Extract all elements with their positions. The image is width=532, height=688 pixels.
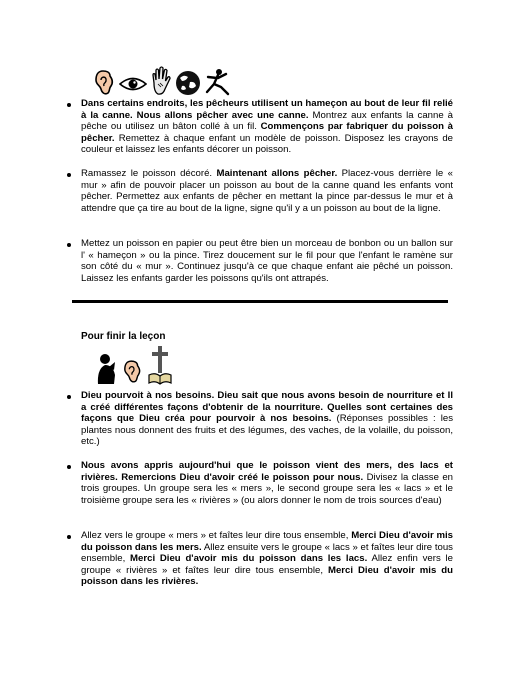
bold-text-segment: Maintenant allons pêcher.: [216, 168, 338, 179]
bullet-icon: [67, 395, 71, 399]
list-item: [81, 460, 453, 506]
paragraph: [81, 238, 453, 284]
bullet-icon: [67, 103, 71, 107]
hand-icon: [150, 66, 172, 96]
text-segment: Allez ensuite vers le groupe « lacs » et faîtes leur dire tous ensemble,: [81, 541, 453, 565]
paragraph: [81, 168, 453, 214]
text-segment: Remettez à chaque enfant un modèle de poisson. Disposez les crayons de couleur et laissez les enfants décorer un poisson.: [81, 132, 453, 156]
text-segment: (Réponses possibles : les plantes nous donnent des fruits et des légumes, des vaches, de la volaille, du poisson, etc.): [81, 413, 453, 448]
bold-text-segment: Nous avons appris aujourd'hui que le poisson vient des mers, des lacs et rivières. Remercions Dieu d'avoir créé le poisson pour nous.: [81, 460, 453, 483]
text-segment: Placez-vous derrière le « mur » afin de pouvoir placer un poisson au bout de la canne quand les enfants vont pêcher. Permettez aux enfants de pêcher en mettant la pince par-dessus le mur et à attendre que ça tire au bout de la ligne, signe qu'il y a un poisson au bout de la ligne.: [81, 168, 453, 214]
text-segment: Mettez un poisson en papier ou peut être bien un morceau de bonbon ou un ballon sur l' « hameçon » ou la pince. Tirez doucement sur le fil pour que l'enfant le ramène sur son côté du « mur ». Continuez jusqu'à ce que chaque enfant aie pêché un poisson. Laissez les enfants garder les poissons qu'ils ont attrapés.: [81, 238, 453, 284]
closing-icons: [96, 345, 172, 385]
bullet-icon: [67, 173, 71, 177]
ear-icon: [123, 359, 143, 385]
bold-text-segment: Dieu pourvoit à nos besoins. Dieu sait que nous avons besoin de nourriture et Il a créé différentes façons d'obtenir de la nourriture. Quelles sont certaines des façons que Dieu créa pour pourvoir à nos besoins.: [81, 390, 453, 425]
praying-person-icon: [96, 353, 118, 385]
text-segment: Montrez aux enfants la canne à pêche ou utilisez un bâton collé à un fil.: [81, 109, 453, 133]
paragraph: [81, 530, 453, 588]
list-item: [81, 530, 453, 588]
cross-bible-icon: [148, 345, 172, 385]
bold-text-segment: Merci Dieu d'avoir mis du poisson dans les mers.: [81, 530, 454, 553]
text-segment: Allez enfin vers le groupe « rivières » et faîtes leur dire tous ensemble,: [81, 553, 453, 576]
list-item: [81, 390, 453, 448]
bullet-icon: [67, 243, 71, 247]
ear-icon: [94, 70, 116, 96]
bold-text-segment: Merci Dieu d'avoir mis du poisson dans les rivières.: [81, 564, 453, 588]
eye-icon: [119, 76, 147, 92]
bold-text-segment: Commençons par fabriquer du poisson à pêcher.: [81, 121, 453, 144]
section-divider: [72, 300, 448, 303]
section-heading: Pour finir la leçon: [81, 331, 166, 342]
text-segment: Divisez la classe en trois groupes. Un groupe sera les « mers », le second groupe sera les « lacs » et le troisième groupe sera les « rivières » (ou alors donner le nom de trois sources d'eau): [81, 471, 453, 506]
paragraph: [81, 460, 453, 506]
globe-icon: [175, 70, 201, 96]
paragraph: [81, 98, 453, 156]
text-segment: Allez vers le groupe « mers » et faîtes leur dire tous ensemble,: [81, 530, 352, 541]
bullet-icon: [67, 535, 71, 539]
bullet-icon: [67, 465, 71, 469]
list-item: [81, 98, 453, 156]
list-item: [81, 168, 453, 214]
list-item: [81, 238, 453, 284]
paragraph: [81, 390, 453, 448]
senses-icons: [94, 66, 230, 96]
text-segment: Ramassez le poisson décoré.: [81, 168, 217, 179]
bold-text-segment: Dans certains endroits, les pêcheurs utilisent un hameçon au bout de leur fil relié à la canne. Nous allons pêcher avec une canne.: [81, 98, 453, 121]
bold-text-segment: Merci Dieu d'avoir mis du poisson dans les lacs.: [130, 553, 368, 565]
leaping-person-icon: [204, 68, 230, 96]
